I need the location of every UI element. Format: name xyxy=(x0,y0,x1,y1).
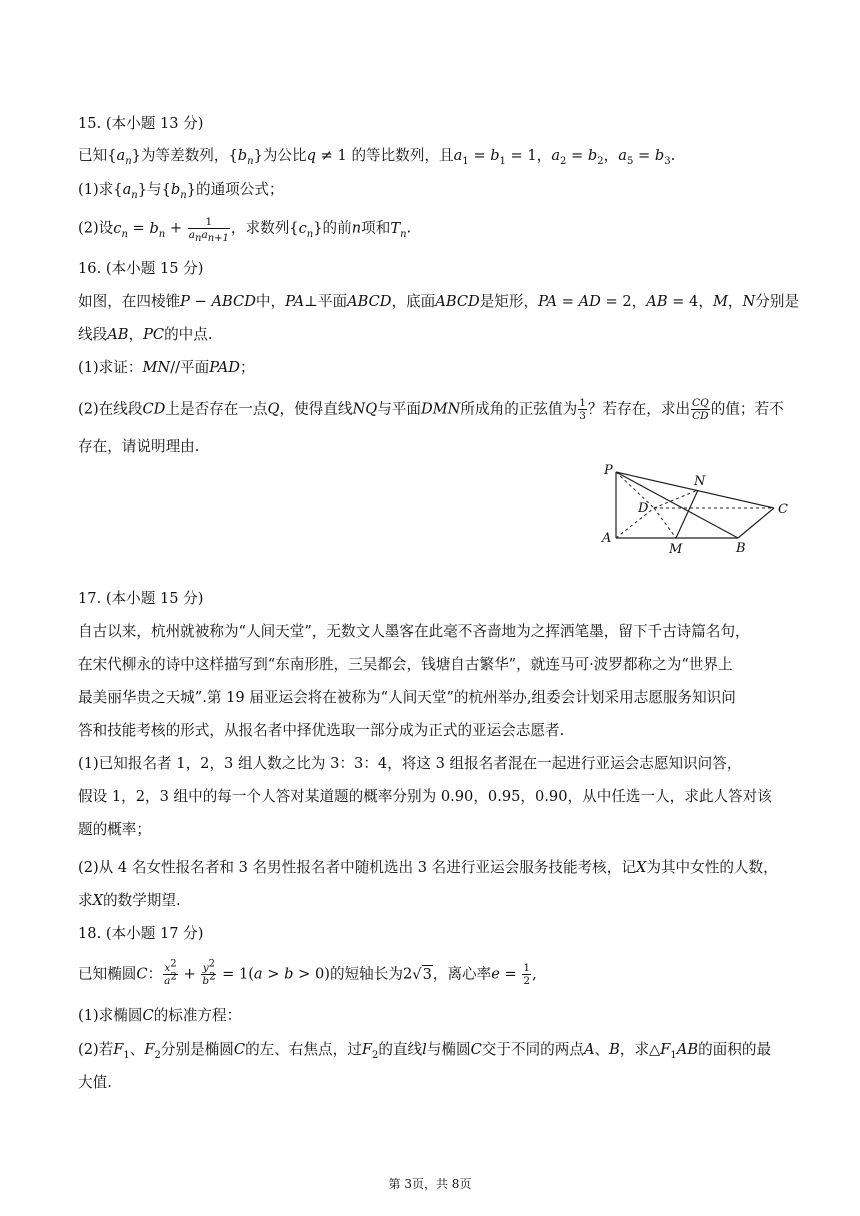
q18-stem: 已知椭圆C： $\frac{x^2}{a^2}$ + $\frac{y^2}{b^2}$ = 1(a > b > 0)的短轴长为2√3，离心率e = $\frac{1}{2}$ , xyxy=(78,958,537,987)
pyramid-figure xyxy=(598,462,798,560)
q18-part2-line1: (2)若$F_1$、$F_2$分别是椭圆C的左、右焦点，过$F_2$的直线l与椭圆C交于不同的两点A、B，求$\triangle F_1AB$的面积的最 xyxy=(78,1041,772,1061)
q15-title: 15. (本小题 13 分) xyxy=(78,115,204,132)
label-B: B xyxy=(736,541,746,556)
label-A: A xyxy=(602,531,612,546)
label-M: M xyxy=(669,542,683,557)
label-P: P xyxy=(604,463,613,478)
segment-DM-dashed xyxy=(654,508,676,538)
q17-part1-line3: 题的概率； xyxy=(78,821,151,838)
label-N: N xyxy=(694,474,706,489)
q17-part2-line1: (2)从 4 名女性报名者和 3 名男性报名者中随机选出 3 名进行亚运会服务技能考核，记X为其中女性的人数， xyxy=(78,859,778,876)
q16-part2-line2: 存在，请说明理由. xyxy=(78,438,200,455)
page-footer: 第 3页，共 8页 xyxy=(388,1177,472,1191)
q15-stem: 已知$\{a_n\}$为等差数列，$\{b_n\}$为公比q ≠ 1 的等比数列，且$a_1 = b_1 = 1$，$a_2 = b_2$，$a_5 = b_3$. xyxy=(78,147,676,167)
q17-part1-line1: (1)已知报名者 1，2，3 组人数之比为 3：3：4，将这 3 组报名者混在一起进行亚运会志愿知识问答， xyxy=(78,755,742,772)
q17-part2-line2: 求X的数学期望. xyxy=(78,892,181,909)
q16-part2-line1: (2)在线段CD上是否存在一点Q，使得直线NQ与平面DMN所成角的正弦值为 $\frac{1}{3}$ ？若存在，求出 $\frac{CQ}{CD}$ 的值；若不 xyxy=(78,397,784,422)
q17-part1-line2: 假设 1，2，3 组中的每一个人答对某道题的概率分别为 0.90，0.95，0.90，从中任选一人，求此人答对该 xyxy=(78,788,772,805)
label-D: D xyxy=(638,501,649,516)
edge-BC xyxy=(738,508,774,538)
q17-stem-line2: 在宋代柳永的诗中这样描写到“东南形胜，三吴都会，钱塘自古繁华”，就连马可·波罗都称之为“世界上 xyxy=(78,656,733,673)
q16-title: 16. (本小题 15 分) xyxy=(78,260,204,277)
q18-part1: (1)求椭圆C的标准方程： xyxy=(78,1007,242,1024)
q18-part2-line2: 大值. xyxy=(78,1074,112,1091)
q15-part1: (1)求$\{a_n\}$与$\{b_n\}$的通项公式； xyxy=(78,181,284,201)
label-C: C xyxy=(778,502,788,517)
q17-stem-line3: 最美丽华贵之天城”.第 19 届亚运会将在被称为“人间天堂”的杭州举办,组委会计划采用志愿服务知识问 xyxy=(78,689,736,706)
q18-title: 18. (本小题 17 分) xyxy=(78,925,204,942)
q17-title: 17. (本小题 15 分) xyxy=(78,590,204,607)
q16-stem-line1: 如图，在四棱锥P − ABCD中，PA⊥平面ABCD，底面ABCD是矩形，PA = AD = 2，AB = 4，M，N分别是 xyxy=(78,293,800,310)
q15-part2: (2)设$c_n = b_n$ + $\frac{1}{a_na_{n+1}}$ ，求数列$\{c_n\}$的前n项和$T_n$. xyxy=(78,216,412,245)
q17-stem-line1: 自古以来，杭州就被称为“人间天堂”，无数文人墨客在此毫不吝啬地为之挥洒笔墨，留下千古诗篇名句， xyxy=(78,623,750,640)
q16-stem-line2: 线段AB，PC的中点. xyxy=(78,326,213,343)
q17-stem-line4: 答和技能考核的形式，从报名者中择优选取一部分成为正式的亚运会志愿者. xyxy=(78,722,565,739)
edge-PB xyxy=(616,472,738,538)
q16-part1: (1)求证：MN//平面PAD； xyxy=(78,359,255,376)
